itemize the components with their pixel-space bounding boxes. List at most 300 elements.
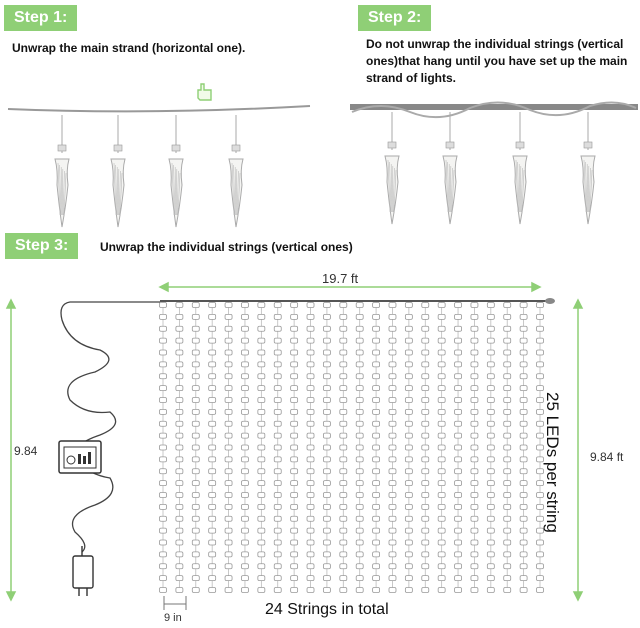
led-bulb xyxy=(520,303,527,308)
led-bulb xyxy=(373,481,380,486)
led-bulb xyxy=(340,469,347,474)
led-bulb xyxy=(537,326,544,331)
led-bulb xyxy=(209,421,216,426)
led-bulb xyxy=(323,326,330,331)
led-bulb xyxy=(225,338,232,343)
led-bulb xyxy=(405,303,412,308)
led-bulb xyxy=(241,338,248,343)
led-bulb xyxy=(520,386,527,391)
led-bulb xyxy=(160,326,167,331)
led-bulb xyxy=(455,481,462,486)
led-bulb xyxy=(176,564,183,569)
led-bulb xyxy=(422,409,429,414)
led-bulb xyxy=(520,433,527,438)
led-bulb xyxy=(340,576,347,581)
led-bulb xyxy=(487,576,494,581)
led-bulb xyxy=(307,398,314,403)
led-bulb xyxy=(323,398,330,403)
led-bulb xyxy=(422,326,429,331)
led-bulb xyxy=(209,445,216,450)
led-bulb xyxy=(455,528,462,533)
led-bulb xyxy=(192,314,199,319)
led-bulb xyxy=(422,338,429,343)
led-bulb xyxy=(340,481,347,486)
led-bulb xyxy=(209,362,216,367)
led-bulb xyxy=(160,350,167,355)
end-cap xyxy=(545,298,555,304)
led-bulb xyxy=(471,326,478,331)
led-bulb xyxy=(274,516,281,521)
led-bulb xyxy=(307,409,314,414)
led-bulb xyxy=(176,362,183,367)
led-bulb xyxy=(487,552,494,557)
bundle-step2-4 xyxy=(581,112,595,224)
led-bulb xyxy=(356,576,363,581)
led-bulb xyxy=(241,386,248,391)
led-bulb xyxy=(487,469,494,474)
led-bulb xyxy=(241,457,248,462)
led-bulb xyxy=(225,362,232,367)
curtain-string xyxy=(373,302,380,593)
led-bulb xyxy=(241,326,248,331)
led-bulb xyxy=(487,421,494,426)
led-bulb xyxy=(274,564,281,569)
led-bulb xyxy=(258,564,265,569)
curtain-string xyxy=(192,302,199,593)
led-bulb xyxy=(340,528,347,533)
led-bulb xyxy=(258,540,265,545)
led-bulb xyxy=(455,552,462,557)
led-bulb xyxy=(389,303,396,308)
led-bulb xyxy=(455,350,462,355)
led-bulb xyxy=(176,314,183,319)
led-bulb xyxy=(405,409,412,414)
led-bulb xyxy=(520,362,527,367)
led-bulb xyxy=(537,552,544,557)
led-bulb xyxy=(504,386,511,391)
led-bulb xyxy=(192,540,199,545)
led-bulb xyxy=(356,469,363,474)
led-bulb xyxy=(307,445,314,450)
led-bulb xyxy=(389,576,396,581)
led-bulb xyxy=(389,457,396,462)
led-bulb xyxy=(241,528,248,533)
led-bulb xyxy=(176,457,183,462)
led-bulb xyxy=(274,457,281,462)
led-bulb xyxy=(422,493,429,498)
led-bulb xyxy=(192,398,199,403)
led-bulb xyxy=(176,326,183,331)
led-bulb xyxy=(471,457,478,462)
led-bulb xyxy=(389,374,396,379)
led-bulb xyxy=(225,326,232,331)
led-bulb xyxy=(258,469,265,474)
led-bulb xyxy=(323,552,330,557)
led-bulb xyxy=(520,564,527,569)
led-bulb xyxy=(520,326,527,331)
led-bulb xyxy=(405,469,412,474)
led-bulb xyxy=(291,374,298,379)
led-bulb xyxy=(537,540,544,545)
led-bulb xyxy=(389,338,396,343)
led-bulb xyxy=(438,493,445,498)
led-bulb xyxy=(504,303,511,308)
led-bulb xyxy=(192,457,199,462)
led-bulb xyxy=(504,528,511,533)
led-bulb xyxy=(241,493,248,498)
led-bulb xyxy=(323,303,330,308)
led-bulb xyxy=(356,504,363,509)
led-bulb xyxy=(258,457,265,462)
led-bulb xyxy=(241,362,248,367)
led-bulb xyxy=(258,398,265,403)
led-bulb xyxy=(504,338,511,343)
led-bulb xyxy=(160,493,167,498)
led-bulb xyxy=(340,303,347,308)
led-bulb xyxy=(389,552,396,557)
led-bulb xyxy=(504,326,511,331)
led-bulb xyxy=(520,504,527,509)
led-bulb xyxy=(455,588,462,593)
led-bulb xyxy=(192,552,199,557)
led-bulb xyxy=(520,576,527,581)
led-bulb xyxy=(258,362,265,367)
led-bulb xyxy=(389,409,396,414)
led-bulb xyxy=(422,433,429,438)
led-bulb xyxy=(192,374,199,379)
led-bulb xyxy=(455,338,462,343)
led-bulb xyxy=(340,314,347,319)
led-bulb xyxy=(471,445,478,450)
led-bulb xyxy=(241,314,248,319)
led-bulb xyxy=(258,576,265,581)
led-bulb xyxy=(389,314,396,319)
led-bulb xyxy=(356,409,363,414)
led-bulb xyxy=(520,552,527,557)
led-bulb xyxy=(405,433,412,438)
led-bulb xyxy=(340,386,347,391)
led-bulb xyxy=(356,374,363,379)
led-bulb xyxy=(274,421,281,426)
led-bulb xyxy=(160,314,167,319)
led-bulb xyxy=(422,552,429,557)
led-bulb xyxy=(537,386,544,391)
led-bulb xyxy=(176,350,183,355)
led-bulb xyxy=(373,350,380,355)
led-bulb xyxy=(373,457,380,462)
led-bulb xyxy=(291,314,298,319)
led-bulb xyxy=(356,528,363,533)
led-bulb xyxy=(323,516,330,521)
led-bulb xyxy=(307,493,314,498)
height-dimension-right xyxy=(574,300,582,600)
led-bulb xyxy=(291,493,298,498)
led-bulb xyxy=(471,564,478,569)
led-bulb xyxy=(209,504,216,509)
led-bulb xyxy=(176,409,183,414)
curtain-string xyxy=(504,302,511,593)
led-bulb xyxy=(176,445,183,450)
led-bulb xyxy=(389,362,396,367)
led-bulb xyxy=(160,303,167,308)
led-bulb xyxy=(405,326,412,331)
led-bulb xyxy=(176,386,183,391)
led-bulb xyxy=(504,457,511,462)
led-bulb xyxy=(438,314,445,319)
led-bulb xyxy=(323,588,330,593)
led-bulb xyxy=(241,398,248,403)
led-bulb xyxy=(323,528,330,533)
led-bulb xyxy=(455,409,462,414)
led-bulb xyxy=(225,350,232,355)
led-bulb xyxy=(520,421,527,426)
led-bulb xyxy=(389,398,396,403)
led-bulb xyxy=(241,433,248,438)
led-bulb xyxy=(323,540,330,545)
led-bulb xyxy=(176,576,183,581)
led-bulb xyxy=(209,303,216,308)
led-bulb xyxy=(520,350,527,355)
curtain-string xyxy=(274,302,281,593)
led-bulb xyxy=(389,516,396,521)
led-bulb xyxy=(291,540,298,545)
led-bulb xyxy=(209,326,216,331)
led-bulb xyxy=(537,576,544,581)
led-bulb xyxy=(422,540,429,545)
led-bulb xyxy=(405,504,412,509)
led-bulb xyxy=(504,469,511,474)
led-bulb xyxy=(160,516,167,521)
led-bulb xyxy=(192,350,199,355)
led-bulb xyxy=(405,552,412,557)
led-bulb xyxy=(356,398,363,403)
bundle-step1-1 xyxy=(55,115,69,227)
led-bulb xyxy=(225,433,232,438)
curtain-string xyxy=(160,302,167,593)
pointing-hand-icon xyxy=(198,84,211,100)
led-bulb xyxy=(307,362,314,367)
led-bulb xyxy=(438,338,445,343)
led-bulb xyxy=(307,588,314,593)
led-bulb xyxy=(323,576,330,581)
led-bulb xyxy=(209,576,216,581)
led-bulb xyxy=(340,588,347,593)
led-bulb xyxy=(487,481,494,486)
spacing-label: 9 in xyxy=(164,612,182,624)
led-bulb xyxy=(389,445,396,450)
led-bulb xyxy=(291,326,298,331)
led-bulb xyxy=(455,516,462,521)
led-bulb xyxy=(192,528,199,533)
led-bulb xyxy=(455,362,462,367)
led-bulb xyxy=(340,493,347,498)
led-bulb xyxy=(307,338,314,343)
led-bulb xyxy=(455,386,462,391)
led-bulb xyxy=(258,433,265,438)
curtain-string xyxy=(307,302,314,593)
led-bulb xyxy=(504,516,511,521)
led-bulb xyxy=(209,409,216,414)
step1-badge: Step 1: xyxy=(4,5,77,31)
led-bulb xyxy=(471,469,478,474)
led-bulb xyxy=(340,540,347,545)
led-bulb xyxy=(520,516,527,521)
led-bulb xyxy=(209,314,216,319)
led-bulb xyxy=(176,540,183,545)
width-label: 19.7 ft xyxy=(322,271,359,286)
led-bulb xyxy=(291,303,298,308)
led-bulb xyxy=(438,588,445,593)
led-bulb xyxy=(307,421,314,426)
led-bulb xyxy=(225,481,232,486)
led-bulb xyxy=(356,350,363,355)
led-bulb xyxy=(291,588,298,593)
led-bulb xyxy=(438,386,445,391)
led-bulb xyxy=(323,457,330,462)
led-bulb xyxy=(258,314,265,319)
led-bulb xyxy=(258,552,265,557)
curtain-string xyxy=(356,302,363,593)
led-bulb xyxy=(340,552,347,557)
led-bulb xyxy=(438,481,445,486)
led-bulb xyxy=(160,504,167,509)
led-bulb xyxy=(176,469,183,474)
led-bulb xyxy=(455,433,462,438)
led-bulb xyxy=(405,528,412,533)
led-bulb xyxy=(160,409,167,414)
curtain-string xyxy=(225,302,232,593)
led-bulb xyxy=(405,421,412,426)
led-bulb xyxy=(241,576,248,581)
led-bulb xyxy=(323,362,330,367)
led-bulb xyxy=(323,314,330,319)
led-bulb xyxy=(471,540,478,545)
led-bulb xyxy=(291,409,298,414)
led-bulb xyxy=(520,457,527,462)
led-bulb xyxy=(520,409,527,414)
led-bulb xyxy=(487,350,494,355)
led-bulb xyxy=(422,445,429,450)
led-bulb xyxy=(209,457,216,462)
led-bulb xyxy=(258,445,265,450)
led-bulb xyxy=(323,338,330,343)
led-bulb xyxy=(258,481,265,486)
led-bulb xyxy=(225,457,232,462)
led-bulb xyxy=(340,362,347,367)
led-bulb xyxy=(192,303,199,308)
curtain-string xyxy=(389,302,396,593)
led-bulb xyxy=(274,350,281,355)
led-bulb xyxy=(209,338,216,343)
led-bulb xyxy=(438,504,445,509)
led-bulb xyxy=(323,350,330,355)
led-bulb xyxy=(192,409,199,414)
led-bulb xyxy=(455,374,462,379)
led-bulb xyxy=(340,326,347,331)
led-bulb xyxy=(438,409,445,414)
led-bulb xyxy=(323,433,330,438)
led-bulb xyxy=(258,516,265,521)
led-bulb xyxy=(274,326,281,331)
led-bulb xyxy=(307,528,314,533)
led-bulb xyxy=(405,338,412,343)
led-bulb xyxy=(160,528,167,533)
led-bulb xyxy=(291,552,298,557)
led-bulb xyxy=(471,504,478,509)
led-bulb xyxy=(291,350,298,355)
led-bulb xyxy=(176,493,183,498)
led-bulb xyxy=(487,445,494,450)
led-bulb xyxy=(307,481,314,486)
led-bulb xyxy=(373,493,380,498)
led-bulb xyxy=(291,386,298,391)
led-bulb xyxy=(274,493,281,498)
led-bulb xyxy=(422,398,429,403)
led-bulb xyxy=(340,409,347,414)
led-bulb xyxy=(274,303,281,308)
step3-badge: Step 3: xyxy=(5,233,78,259)
led-bulb xyxy=(225,588,232,593)
led-bulb xyxy=(405,374,412,379)
led-bulb xyxy=(422,504,429,509)
led-bulb xyxy=(373,303,380,308)
led-bulb xyxy=(373,469,380,474)
led-bulb xyxy=(471,588,478,593)
led-bulb xyxy=(209,528,216,533)
led-bulb xyxy=(209,374,216,379)
led-bulb xyxy=(520,588,527,593)
led-bulb xyxy=(291,433,298,438)
led-bulb xyxy=(471,493,478,498)
led-bulb xyxy=(160,445,167,450)
led-bulb xyxy=(340,564,347,569)
led-bulb xyxy=(455,493,462,498)
led-bulb xyxy=(307,469,314,474)
led-bulb xyxy=(438,528,445,533)
led-bulb xyxy=(241,540,248,545)
led-bulb xyxy=(225,516,232,521)
led-bulb xyxy=(160,433,167,438)
led-bulb xyxy=(241,516,248,521)
led-bulb xyxy=(405,588,412,593)
led-bulb xyxy=(209,433,216,438)
main-strand-step1 xyxy=(8,106,310,111)
led-bulb xyxy=(192,469,199,474)
led-bulb xyxy=(258,386,265,391)
total-strings-label: 24 Strings in total xyxy=(265,601,389,618)
led-bulb xyxy=(274,445,281,450)
led-bulb xyxy=(274,481,281,486)
led-bulb xyxy=(307,540,314,545)
led-bulb xyxy=(274,469,281,474)
curtain-string xyxy=(209,302,216,593)
controller-box xyxy=(59,441,101,473)
led-bulb xyxy=(373,540,380,545)
led-bulb xyxy=(258,350,265,355)
led-bulb xyxy=(438,421,445,426)
led-bulb xyxy=(422,386,429,391)
led-bulb xyxy=(323,386,330,391)
led-bulb xyxy=(373,374,380,379)
led-bulb xyxy=(520,493,527,498)
led-bulb xyxy=(176,303,183,308)
led-bulb xyxy=(176,504,183,509)
led-bulb xyxy=(241,588,248,593)
led-bulb xyxy=(537,362,544,367)
led-bulb xyxy=(537,303,544,308)
led-bulb xyxy=(520,528,527,533)
step3-text: Unwrap the individual strings (vertical ones) xyxy=(100,240,353,254)
